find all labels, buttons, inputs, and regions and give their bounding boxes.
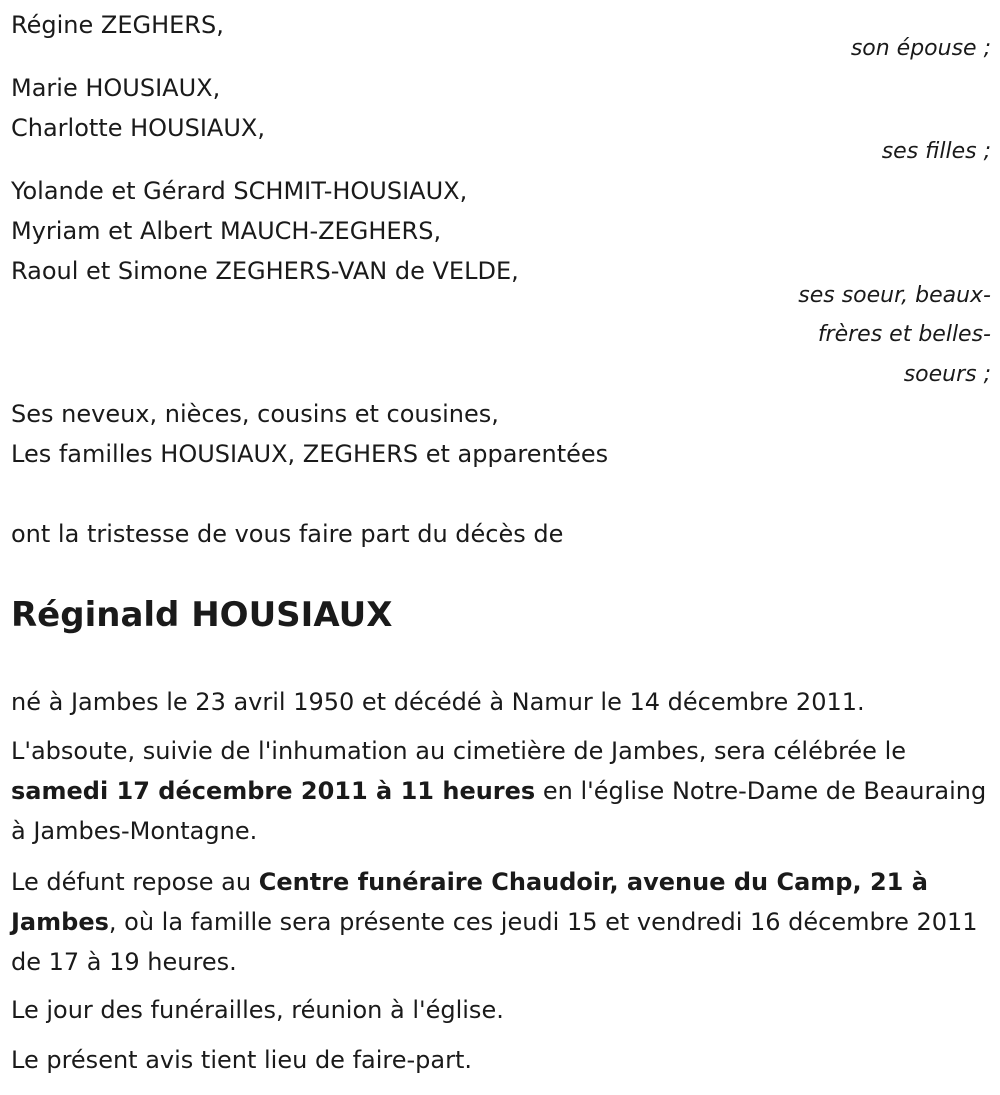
birth-death-info: né à Jambes le 23 avril 1950 et décédé à Namur le 14 décembre 2011.: [11, 688, 865, 716]
resting-intro: Le défunt repose au: [11, 868, 259, 896]
other-relatives: Ses neveux, nièces, cousins et cousines,: [11, 400, 499, 428]
sibling-name: Yolande et Gérard SCHMIT-HOUSIAUX,: [11, 177, 468, 205]
deceased-name: Réginald HOUSIAUX: [11, 595, 393, 635]
siblings-role-line: soeurs ;: [903, 362, 991, 387]
spouse-role: son épouse ;: [850, 36, 991, 61]
ceremony-paragraph: [11, 731, 996, 851]
daughters-role: ses filles ;: [881, 139, 991, 164]
sibling-name: Raoul et Simone ZEGHERS-VAN de VELDE,: [11, 257, 519, 285]
resting-place: Centre funéraire Chaudoir, avenue du Camp, 21 à Jambes: [11, 868, 928, 936]
resting-paragraph: [11, 862, 996, 982]
daughter-name: Charlotte HOUSIAUX,: [11, 114, 265, 142]
notice-statement: Le présent avis tient lieu de faire-part.: [11, 1046, 473, 1074]
ceremony-intro: L'absoute, suivie de l'inhumation au cimetière de Jambes, sera célébrée le: [11, 737, 906, 765]
other-relatives: Les familles HOUSIAUX, ZEGHERS et apparentées: [11, 440, 609, 468]
sibling-name: Myriam et Albert MAUCH-ZEGHERS,: [11, 217, 442, 245]
ceremony-date-time: samedi 17 décembre 2011 à 11 heures: [11, 777, 536, 805]
siblings-role-line: ses soeur, beaux-: [798, 283, 991, 308]
siblings-role-line: frères et belles-: [817, 322, 991, 347]
resting-outro: , où la famille sera présente ces jeudi 15 et vendredi 16 décembre 2011 de 17 à 19 heures.: [11, 908, 978, 976]
funeral-meeting: Le jour des funérailles, réunion à l'église.: [11, 996, 504, 1024]
daughter-name: Marie HOUSIAUX,: [11, 74, 221, 102]
spouse-name: Régine ZEGHERS,: [11, 11, 224, 39]
announcement: ont la tristesse de vous faire part du décès de: [11, 520, 564, 548]
ceremony-outro: en l'église Notre-Dame de Beauraing à Jambes-Montagne.: [11, 777, 987, 845]
